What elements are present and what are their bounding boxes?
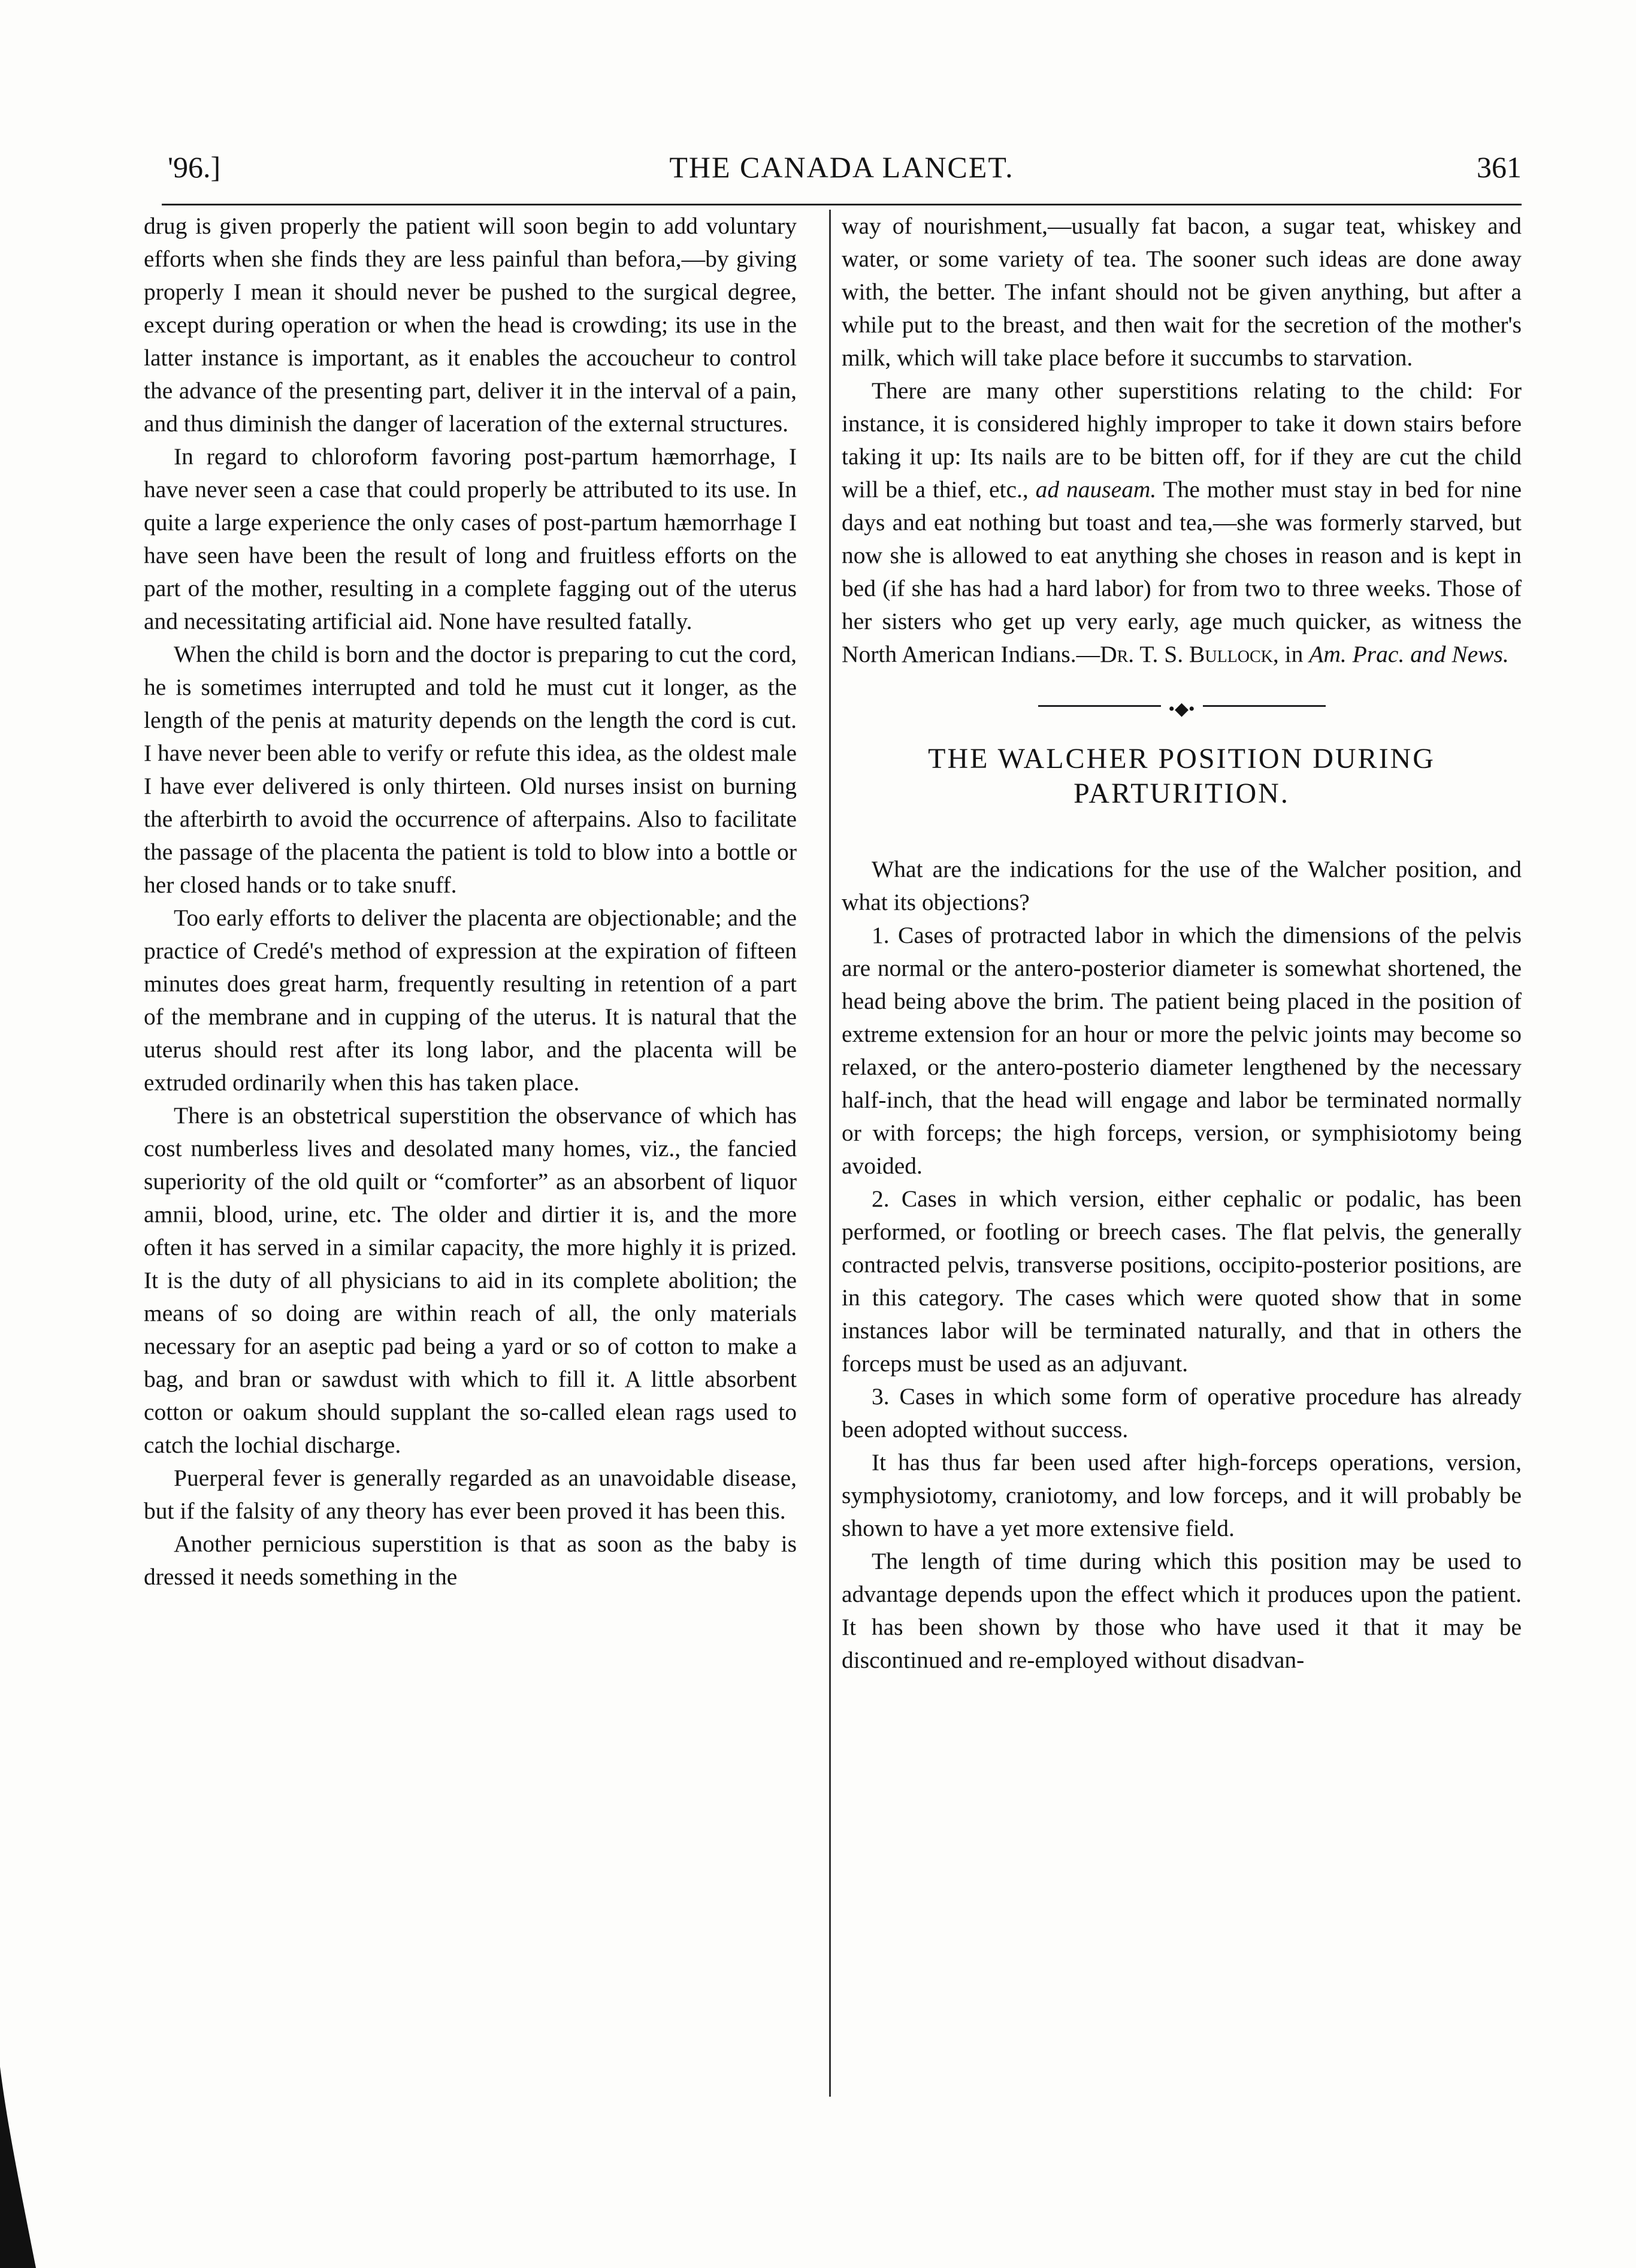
paragraph: Puerperal fever is generally regarded as an unavoidable disease, but if the falsity of any theory has ever been proved it has been this. [144, 1465, 797, 1524]
paragraph: In regard to chloroform favoring post-partum hæmorrhage, I have never seen a case that could properly be attributed to its use. In quite a large experience the only cases of post-partum hæmorrhage I have seen have been the result of long and fruitless efforts on the part of the mother, resulting in a complete fagging out of the uterus and necessitating artificial aid. None have resulted fatally. [144, 443, 797, 634]
citation-source: Am. Prac. and News. [1309, 641, 1509, 667]
paragraph: There is an obstetrical superstition the observance of which has cost numberless lives and desolated many homes, viz., the fancied superiority of the old quilt or “comforter” as an absorbent of liquor amnii, blood, urine, etc. The older and dirtier it is, and the more often it has served in a similar capacity, the more highly it is prized. It is the duty of all physicians to aid in its complete abolition; the means of so doing are within reach of all, the only materials necessary for an aseptic pad being a yard or so of cotton to make a bag, and bran or sawdust with which to fill it. A little absorbent cotton or oakum should supplant the so-called elean rags used to catch the lochial discharge. [144, 1102, 797, 1458]
author-name: Dr. T. S. Bullock [1100, 641, 1273, 667]
paragraph: What are the indications for the use of the Walcher position, and what its objections? [842, 856, 1522, 915]
paragraph: way of nourishment,—usually fat bacon, a sugar teat, whiskey and water, or some variety of tea. The sooner such ideas are done away with, the better. The infant should not be given anything, but after a while put to the breast, and then wait for the secretion of the mother's milk, which will take place before it succumbs to starvation. [842, 213, 1522, 371]
citation-prefix: , in [1272, 641, 1304, 667]
paragraph: When the child is born and the doctor is preparing to cut the cord, he is sometimes interrupted and told he must cut it longer, as the length of the penis at maturity depends on the length the cord is cut. I have never been able to verify or refute this idea, as the oldest male I have ever delivered is only thirteen. Old nurses insist on burning the afterbirth to avoid the occurrence of afterpains. Also to facilitate the passage of the placenta the patient is told to blow into a bottle or her closed hands or to take snuff. [144, 641, 797, 898]
paragraph-text: There are many other superstitions relating to the child: For instance, it is considered highly improper to take it down stairs before taking it up: Its nails are to be bitten off, for if they are cut the child will be a thief, etc., [842, 377, 1522, 503]
section-ornament: •◆• [1038, 700, 1326, 712]
paragraph: Too early efforts to deliver the placenta are objectionable; and the practice of Credé's method of expression at the expiration of fifteen minutes does great harm, frequently resulting in retention of a part of the membrane and in cupping of the uterus. It is natural that the uterus should rest after its long labor, and the placenta will be extruded ordinarily when this has taken place. [144, 905, 797, 1096]
paragraph: drug is given properly the patient will soon begin to add voluntary efforts when she finds they are less painful than befora,—by giving properly I mean it should never be pushed to the surgical degree, except during operation or when the head is crowding; its use in the latter instance is important, as it enables the accoucheur to control the advance of the presenting part, deliver it in the interval of a pain, and thus diminish the danger of laceration of the external structures. [144, 213, 797, 437]
article-title-line-2: PARTURITION. [1073, 778, 1290, 809]
right-column [842, 210, 1522, 1677]
paragraph: The length of time during which this position may be used to advantage depends upon the effect which it produces upon the patient. It has been shown by those who have used it that it may be discontinued and re-employed without disadvan- [842, 1548, 1522, 1673]
left-column [144, 210, 797, 1593]
article-title-line-1: THE WALCHER POSITION DURING [928, 743, 1435, 775]
journal-title: THE CANADA LANCET. [669, 150, 1014, 184]
paragraph: Another pernicious superstition is that as soon as the baby is dressed it needs something in the [144, 1531, 797, 1590]
running-header [162, 150, 1522, 198]
paragraph-text-after: The mother must stay in bed for nine days and eat nothing but toast and tea,—she was formerly starved, but now she is allowed to eat anything she choses in reason and is kept in bed (if she has had a hard labor) for from two to three weeks. Those of her sisters who get up very early, age much quicker, as witness the North American Indians.— [842, 476, 1522, 667]
header-year: '96.] [168, 150, 221, 184]
header-rule [162, 204, 1522, 205]
paragraph: 2. Cases in which version, either cephalic or podalic, has been performed, or footling or breech cases. The flat pelvis, the generally contracted pelvis, transverse positions, occipito-posterior positions, are in this category. The cases which were quoted show that in some instances labor will be terminated naturally, and that in others the forceps must be used as an adjuvant. [842, 1186, 1522, 1377]
paragraph: It has thus far been used after high-forceps operations, version, symphysiotomy, craniotomy, and low forceps, and it will probably be shown to have a yet more extensive field. [842, 1449, 1522, 1541]
article-title [842, 742, 1522, 811]
binding-shadow [0, 2067, 36, 2268]
column-divider [829, 210, 831, 2097]
superstitions-paragraph [842, 374, 1522, 671]
paragraph: 1. Cases of protracted labor in which the dimensions of the pelvis are normal or the antero-posterior diameter is somewhat shortened, the head being above the brim. The patient being placed in the position of extreme extension for an hour or more the pelvic joints may become so relaxed, or the antero-posterio diameter lengthened by the necessary half-inch, that the head will engage and labor be terminated normally or with forceps; the high forceps, version, or symphisiotomy being avoided. [842, 922, 1522, 1179]
italic-phrase: ad nauseam. [1035, 476, 1157, 503]
page-number: 361 [1477, 150, 1522, 184]
paragraph: 3. Cases in which some form of operative procedure has already been adopted without success. [842, 1383, 1522, 1443]
